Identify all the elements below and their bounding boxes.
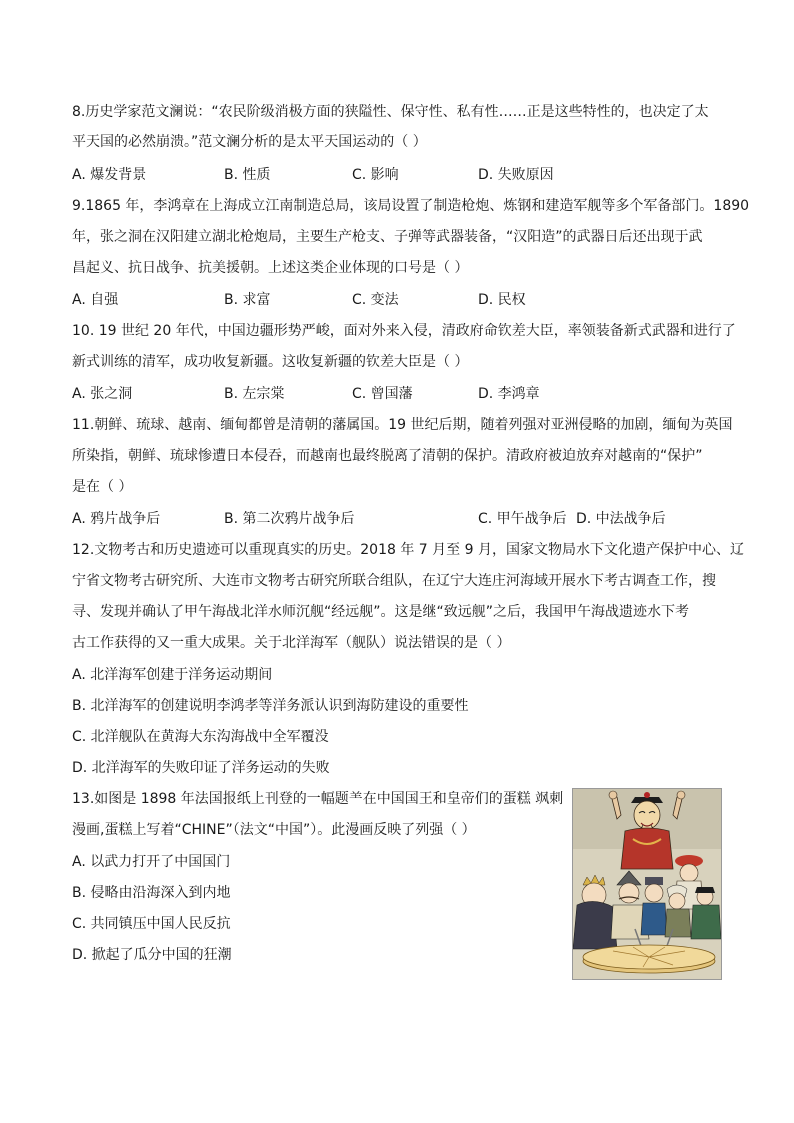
q10-option-b[interactable]: B. 左宗棠 [224, 386, 285, 402]
q10-option-c[interactable]: C. 曾国藩 [352, 386, 413, 402]
q12-option-d[interactable]: D. 北洋海军的失败印证了洋务运动的失败 [72, 760, 330, 776]
q12-option-c[interactable]: C. 北洋舰队在黄海大东沟海战中全军覆没 [72, 729, 329, 745]
cartoon-drawing [573, 789, 721, 979]
q9-option-b[interactable]: B. 求富 [224, 292, 271, 308]
q10-stem-line-2: 新式训练的清军，成功收复新疆。这收复新疆的钦差大臣是（ ） [72, 354, 469, 370]
q12-stem-line-4: 古工作获得的又一重大成果。关于北洋海军（舰队）说法错误的是（ ） [72, 635, 511, 651]
q8-stem-line-2: 平天国的必然崩溃。”范文澜分析的是太平天国运动的（ ） [72, 134, 427, 150]
q11-option-c[interactable]: C. 甲午战争后 [478, 511, 567, 527]
q12-stem-line-2: 宁省文物考古研究所、大连市文物考古研究所联合组队，在辽宁大连庄河海域开展水下考古调查工作，搜 [72, 573, 716, 589]
q9-option-d[interactable]: D. 民权 [478, 292, 526, 308]
q8-option-c[interactable]: C. 影响 [352, 167, 399, 183]
q13-option-b[interactable]: B. 侵略由沿海深入到内地 [72, 885, 231, 901]
q13-stem-line-2: 漫画,蛋糕上写着“CHINE”（法文“中国”）。此漫画反映了列强（ ） [72, 822, 476, 838]
q11-option-b[interactable]: B. 第二次鸦片战争后 [224, 511, 355, 527]
q13-option-d[interactable]: D. 掀起了瓜分中国的狂潮 [72, 947, 232, 963]
q9-stem-line-1: 9.1865 年，李鸿章在上海成立江南制造总局，该局设置了制造枪炮、炼钢和建造军舰等多个军备部门。1890 [72, 198, 750, 214]
q8-option-a[interactable]: A. 爆发背景 [72, 167, 147, 183]
q12-option-b[interactable]: B. 北洋海军的创建说明李鸿孝等洋务派认识到海防建设的重要性 [72, 698, 469, 714]
q13-option-a[interactable]: A. 以武力打开了中国国门 [72, 854, 231, 870]
q8-option-d[interactable]: D. 失败原因 [478, 167, 554, 183]
q11-stem-line-1: 11.朝鲜、琉球、越南、缅甸都曾是清朝的藩属国。19 世纪后期，随着列强对亚洲侵略的加剧，缅甸为英国 [72, 417, 733, 433]
q9-option-a[interactable]: A. 自强 [72, 292, 119, 308]
q13-stem-line-1: 13.如图是 1898 年法国报纸上刊登的一幅题⺷在中国国王和皇帝们的蛋糕 飒刺 [72, 791, 564, 807]
q9-option-c[interactable]: C. 变法 [352, 292, 399, 308]
q12-stem-line-1: 12.文物考古和历史遗迹可以重现真实的历史。2018 年 7 月至 9 月，国家文物局水下文化遗产保护中心、辽 [72, 542, 744, 558]
q12-stem-line-3: 寻、发现并确认了甲午海战北洋水师沉舰“经远舰”。这是继“致远舰”之后，我国甲午海战遗迹水下考 [72, 604, 690, 620]
q10-option-a[interactable]: A. 张之洞 [72, 386, 133, 402]
q12-option-a[interactable]: A. 北洋海军创建于洋务运动期间 [72, 667, 273, 683]
q11-stem-line-3: 是在（ ） [72, 479, 133, 495]
q11-option-d[interactable]: D. 中法战争后 [576, 511, 666, 527]
q13-option-c[interactable]: C. 共同镇压中国人民反抗 [72, 916, 231, 932]
q8-option-b[interactable]: B. 性质 [224, 167, 271, 183]
q10-stem-line-1: 10. 19 世纪 20 年代，中国边疆形势严峻，面对外来入侵，清政府命钦差大臣，率领装备新式武器和进行了 [72, 323, 736, 339]
cartoon-image [572, 788, 722, 980]
q9-stem-line-2: 年，张之洞在汉阳建立湖北枪炮局，主要生产枪支、子弹等武器装备，“汉阳造”的武器日后还出现于武 [72, 229, 703, 245]
q10-option-d[interactable]: D. 李鸿章 [478, 386, 540, 402]
q9-stem-line-3: 昌起义、抗日战争、抗美援朝。上述这类企业体现的口号是（ ） [72, 260, 469, 276]
q11-option-a[interactable]: A. 鸦片战争后 [72, 511, 161, 527]
q8-stem-line-1: 8.历史学家范文澜说：“农民阶级消极方面的狭隘性、保守性、私有性……正是这些特性的，也决定了太 [72, 104, 709, 120]
q11-stem-line-2: 所染指，朝鲜、琉球惨遭日本侵吞，而越南也最终脱离了清朝的保护。清政府被迫放弃对越南的“保护” [72, 448, 703, 464]
